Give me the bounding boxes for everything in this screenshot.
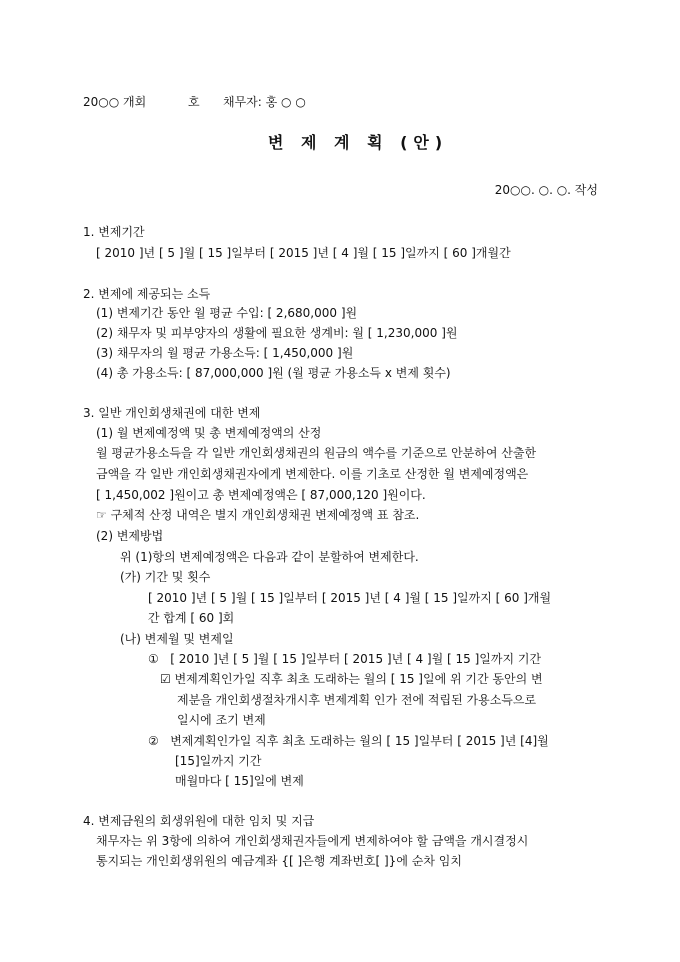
repayment-period-line: [ 2010 ]년 [ 5 ]월 [ 15 ]일부터 [ 2015 ]년 [ 4 ]월 [ 15 ]일까지 [ 60 ]개월간 [96, 246, 511, 260]
sub1-note-text: 구체적 산정 내역은 별지 개인회생채권 변제예정액 표 참조. [110, 508, 420, 522]
na-heading: (나) 변제월 및 변제일 [120, 632, 234, 646]
section-3-heading: 3. 일반 개인회생채권에 대한 변제 [83, 406, 261, 420]
option-1-text: [ 2010 ]년 [ 5 ]월 [ 15 ]일부터 [ 2015 ]년 [ 4 ]월 [ 15 ]일까지 기간 [170, 652, 542, 666]
sub1-note [96, 507, 419, 523]
sub1-body-line-3: [ 1,450,002 ]원이고 총 변제예정액은 [ 87,000,120 ]원이다. [96, 488, 426, 502]
checked-box-icon[interactable]: ☑ [160, 672, 171, 686]
sub1-body-line-1: 월 평균가용소득을 각 일반 개인회생채권의 원금의 액수를 기준으로 안분하여 산출한 [96, 446, 537, 460]
sub2-intro: 위 (1)항의 변제예정액은 다음과 같이 분할하여 변제한다. [120, 550, 419, 564]
income-item-2: (2) 채무자 및 피부양자의 생활에 필요한 생계비: 월 [ 1,230,000 ]원 [96, 326, 458, 340]
section-4-body-line-1: 채무자는 위 3항에 의하여 개인회생채권자들에게 변제하여야 할 금액을 개시결정시 [96, 834, 529, 848]
income-item-3: (3) 채무자의 월 평균 가용소득: [ 1,450,000 ]원 [96, 346, 354, 360]
section-4-heading: 4. 변제금원의 회생위원에 대한 임치 및 지급 [83, 814, 315, 828]
pointing-hand-icon: ☞ [96, 508, 107, 522]
option-2-text-line-1: 변제계획인가일 직후 최초 도래하는 월의 [ 15 ]일부터 [ 2015 ]년 [4]월 [170, 734, 549, 748]
ga-body-line-2: 간 합계 [ 60 ]회 [148, 611, 235, 625]
option-2-marker: ② [148, 734, 159, 748]
date-written: 20○○. ○. ○. 작성 [494, 183, 598, 197]
section-2-heading: 2. 변제에 제공되는 소득 [83, 287, 211, 301]
check-body-line-2: 제분을 개인회생절차개시후 변제계획 인가 전에 적립된 가용소득으로 [177, 693, 537, 707]
income-item-4: (4) 총 가용소득: [ 87,000,000 ]원 (월 평균 가용소득 x 변제 횟수) [96, 366, 451, 380]
sub1-heading: (1) 월 변제예정액 및 총 변제예정액의 산정 [96, 426, 322, 440]
page-title: 변 제 계 획 (안) [268, 133, 449, 152]
option-2 [148, 733, 549, 749]
early-repayment-checkbox[interactable] [160, 671, 543, 687]
ga-body-line-1: [ 2010 ]년 [ 5 ]월 [ 15 ]일부터 [ 2015 ]년 [ 4 ]월 [ 15 ]일까지 [ 60 ]개월 [148, 591, 552, 605]
section-4-body-line-2: 통지되는 개인회생위원의 예금계좌 {[ ]은행 계좌번호[ ]}에 순차 임치 [96, 854, 462, 868]
option-1-marker: ① [148, 652, 159, 666]
case-number-ho: 호 [188, 95, 200, 109]
option-2-text-line-3: 매월마다 [ 15]일에 변제 [175, 774, 304, 788]
section-1-heading: 1. 변제기간 [83, 225, 145, 239]
sub1-body-line-2: 금액을 각 일반 개인회생채권자에게 변제한다. 이를 기초로 산정한 월 변제예정액은 [96, 467, 529, 481]
check-body-line-3: 일시에 조기 변제 [177, 713, 266, 727]
ga-heading: (가) 기간 및 횟수 [120, 570, 211, 584]
sub2-heading: (2) 변제방법 [96, 529, 164, 543]
case-number-prefix: 20○○ 개회 [83, 95, 147, 109]
option-2-text-line-2: [15]일까지 기간 [175, 754, 262, 768]
income-item-1: (1) 변제기간 동안 월 평균 수입: [ 2,680,000 ]원 [96, 306, 358, 320]
option-1 [148, 651, 541, 667]
debtor-name: 채무자: 홍 ○ ○ [223, 95, 306, 109]
check-body-line-1: 변제계획인가일 직후 최초 도래하는 월의 [ 15 ]일에 위 기간 동안의 변 [174, 672, 543, 686]
